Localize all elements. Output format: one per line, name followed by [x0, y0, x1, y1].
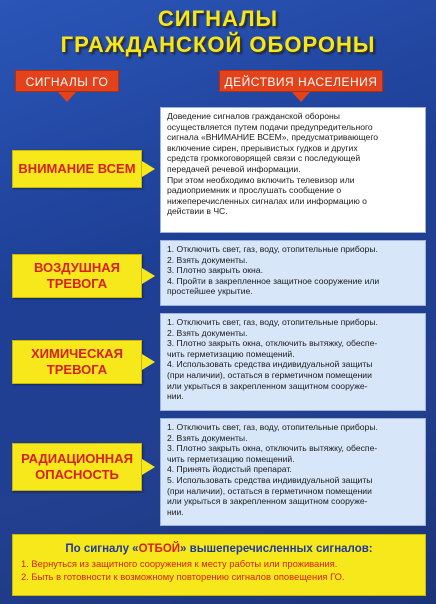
- action-line: сигнала «ВНИМАНИЕ ВСЕМ», предусматривающего: [167, 132, 379, 143]
- signal-attention-all: ВНИМАНИЕ ВСЕМ: [12, 150, 142, 188]
- signals-header-arrow-icon: [58, 92, 76, 102]
- action-line: 2. Взять документы.: [167, 432, 248, 443]
- action-line: нижеперечисленных сигналах или информацию о: [167, 195, 367, 206]
- action-line: Доведение сигналов гражданской обороны: [167, 111, 340, 121]
- action-line: 1. Отключить свет, газ, воду, отопительные приборы.: [167, 317, 378, 327]
- action-line: осуществляется путем подачи предупредительного: [167, 121, 373, 132]
- signal-pointer-icon: [142, 161, 155, 177]
- action-line: или укрыться в закрепленном защитном сооруже-: [167, 496, 368, 507]
- action-line: 2. Взять документы.: [167, 254, 248, 265]
- all-clear-title-pre: По сигналу «: [65, 543, 139, 555]
- actions-attention-all: [160, 107, 426, 233]
- title-line-1: СИГНАЛЫ: [157, 6, 279, 31]
- poster-title: [0, 6, 436, 58]
- action-line: чить герметизацию помещений.: [167, 453, 295, 464]
- action-line: радиоприемник и прослушать сообщение о: [167, 185, 342, 196]
- all-clear-panel: [12, 534, 426, 596]
- action-line: чить герметизацию помещений.: [167, 348, 295, 359]
- action-line: действии в ЧС.: [167, 206, 228, 217]
- signal-pointer-icon: [142, 354, 155, 370]
- action-line: нии.: [167, 391, 184, 402]
- action-line: или укрыться в закрепленном защитном сооруже-: [167, 380, 368, 391]
- actions-chemical: [160, 313, 426, 411]
- action-line: 2. Взять документы.: [167, 327, 248, 338]
- action-line: 3. Плотно закрыть окна, отключить вытяжку, обеспе-: [167, 443, 378, 454]
- all-clear-title-post: » вышеперечисленных сигналов:: [180, 543, 373, 555]
- action-line: нии.: [167, 506, 184, 517]
- title-line-2: ГРАЖДАНСКОЙ ОБОРОНЫ: [60, 32, 376, 57]
- action-line: средств громкоговорящей связи с последующей: [167, 153, 361, 164]
- actions-header: ДЕЙСТВИЯ НАСЕЛЕНИЯ: [219, 70, 383, 92]
- signal-air-raid: ВОЗДУШНАЯ ТРЕВОГА: [12, 254, 142, 298]
- action-line: 4. Использовать средства индивидуальной защиты: [167, 359, 373, 370]
- signal-chemical: ХИМИЧЕСКАЯ ТРЕВОГА: [12, 340, 142, 384]
- action-line: 1. Отключить свет, газ, воду, отопительные приборы.: [167, 244, 378, 254]
- action-line: 4. Принять йодистый препарат.: [167, 464, 292, 475]
- actions-header-arrow-icon: [292, 92, 310, 102]
- actions-radiation: [160, 418, 426, 526]
- action-line: (при наличии), остаться в герметичном помещении: [167, 485, 372, 496]
- action-line: простейшее укрытие.: [167, 286, 253, 297]
- signals-header: СИГНАЛЫ ГО: [15, 70, 119, 92]
- action-line: 4. Пройти в закрепленное защитное сооружение или: [167, 275, 380, 286]
- action-line: 3. Плотно закрыть окна.: [167, 265, 263, 276]
- signal-radiation: РАДИАЦИОННАЯ ОПАСНОСТЬ: [12, 443, 142, 491]
- signal-pointer-icon: [142, 268, 155, 284]
- action-line: включение сирен, прерывистых гудков и других: [167, 142, 358, 153]
- action-line: При этом необходимо включить телевизор или: [167, 174, 355, 185]
- all-clear-item: 2. Быть в готовности к возможному повторению сигналов оповещения ГО.: [21, 571, 345, 582]
- action-line: 1. Отключить свет, газ, воду, отопительные приборы.: [167, 422, 378, 432]
- all-clear-item: 1. Вернуться из защитного сооружения к месту работы или проживания.: [21, 558, 338, 569]
- action-line: передачей речевой информации.: [167, 163, 301, 174]
- action-line: (при наличии), остаться в герметичном помещении: [167, 369, 372, 380]
- all-clear-keyword: ОТБОЙ: [138, 543, 181, 555]
- signal-pointer-icon: [142, 459, 155, 475]
- action-line: 3. Плотно закрыть окна, отключить вытяжку, обеспе-: [167, 338, 378, 349]
- actions-air-raid: [160, 240, 426, 306]
- all-clear-title: [21, 541, 417, 557]
- action-line: 5. Использовать средства индивидуальной защиты: [167, 474, 373, 485]
